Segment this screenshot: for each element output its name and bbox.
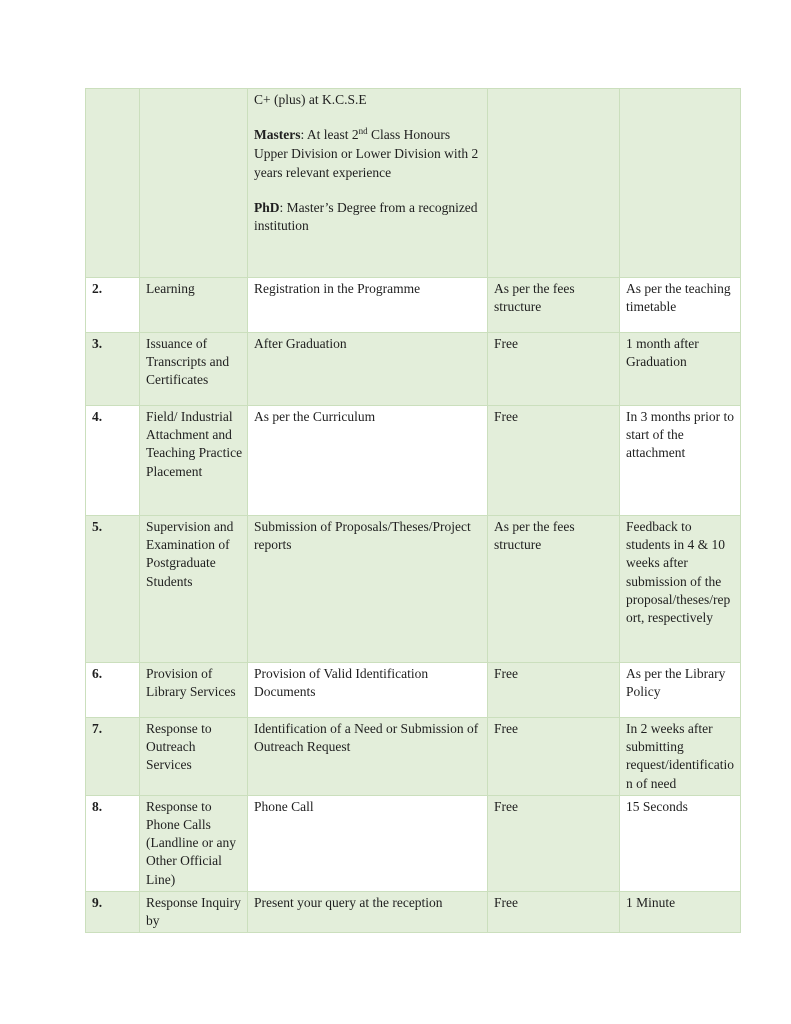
cell-requirement: Identification of a Need or Submission of Outreach Request	[248, 718, 488, 796]
cell-timeline: In 3 months prior to start of the attachment	[620, 406, 741, 516]
cell-timeline: 15 Seconds	[620, 795, 741, 891]
cell-cost: As per the fees structure	[488, 278, 620, 333]
requirement-text: C+ (plus) at K.C.S.E	[254, 92, 367, 107]
cell-requirement: As per the Curriculum	[248, 406, 488, 516]
cell-number: 2.	[86, 278, 140, 333]
table-row	[86, 663, 741, 718]
cell-cost: As per the fees structure	[488, 516, 620, 663]
cell-timeline: 1 Minute	[620, 891, 741, 932]
cell-number: 6.	[86, 663, 140, 718]
cell-cost: Free	[488, 891, 620, 932]
cell-requirement: Phone Call	[248, 795, 488, 891]
phd-text: : Master’s Degree from a recognized institution	[254, 199, 478, 234]
cell-number: 3.	[86, 333, 140, 406]
masters-text: : At least 2	[300, 127, 359, 143]
table-row	[86, 278, 741, 333]
cell-cost: Free	[488, 663, 620, 718]
cell-number: 4.	[86, 406, 140, 516]
cell-number: 9.	[86, 891, 140, 932]
cell-cost: Free	[488, 406, 620, 516]
cell-number: 5.	[86, 516, 140, 663]
cell-timeline: As per the Library Policy	[620, 663, 741, 718]
requirement-masters	[254, 126, 483, 182]
cell-timeline: Feedback to students in 4 & 10 weeks after submission of the proposal/theses/report, respectively	[620, 516, 741, 663]
cell-service: Response to Phone Calls (Landline or any Other Official Line)	[140, 795, 248, 891]
service-charter-table	[85, 88, 741, 933]
cell-service: Field/ Industrial Attachment and Teaching Practice Placement	[140, 406, 248, 516]
cell-service: Supervision and Examination of Postgraduate Students	[140, 516, 248, 663]
table-row	[86, 718, 741, 796]
cell-requirement: Provision of Valid Identification Documents	[248, 663, 488, 718]
table-row	[86, 406, 741, 516]
cell-timeline	[620, 89, 741, 278]
cell-number	[86, 89, 140, 278]
table-row	[86, 516, 741, 663]
cell-service: Response to Outreach Services	[140, 718, 248, 796]
cell-service: Response Inquiry by	[140, 891, 248, 932]
cell-cost	[488, 89, 620, 278]
ordinal-superscript: nd	[358, 126, 368, 137]
cell-requirement: Present your query at the reception	[248, 891, 488, 932]
cell-number: 8.	[86, 795, 140, 891]
requirement-phd	[254, 199, 483, 235]
cell-cost: Free	[488, 333, 620, 406]
masters-label: Masters	[254, 127, 301, 143]
cell-cost: Free	[488, 795, 620, 891]
cell-requirement: After Graduation	[248, 333, 488, 406]
table-row	[86, 89, 741, 278]
cell-requirement	[248, 89, 488, 278]
cell-service	[140, 89, 248, 278]
table-row	[86, 891, 741, 932]
phd-label: PhD	[254, 199, 280, 215]
cell-timeline: 1 month after Graduation	[620, 333, 741, 406]
table-row	[86, 333, 741, 406]
cell-cost: Free	[488, 718, 620, 796]
cell-service: Learning	[140, 278, 248, 333]
masters-text-cont: Class Honours Upper Division or Lower Division with 2 years relevant experience	[254, 127, 479, 180]
table-row	[86, 795, 741, 891]
cell-timeline: In 2 weeks after submitting request/identification of need	[620, 718, 741, 796]
cell-number: 7.	[86, 718, 140, 796]
cell-service: Issuance of Transcripts and Certificates	[140, 333, 248, 406]
cell-requirement: Registration in the Programme	[248, 278, 488, 333]
cell-timeline: As per the teaching timetable	[620, 278, 741, 333]
requirement-line	[254, 91, 483, 109]
cell-service: Provision of Library Services	[140, 663, 248, 718]
cell-requirement: Submission of Proposals/Theses/Project reports	[248, 516, 488, 663]
